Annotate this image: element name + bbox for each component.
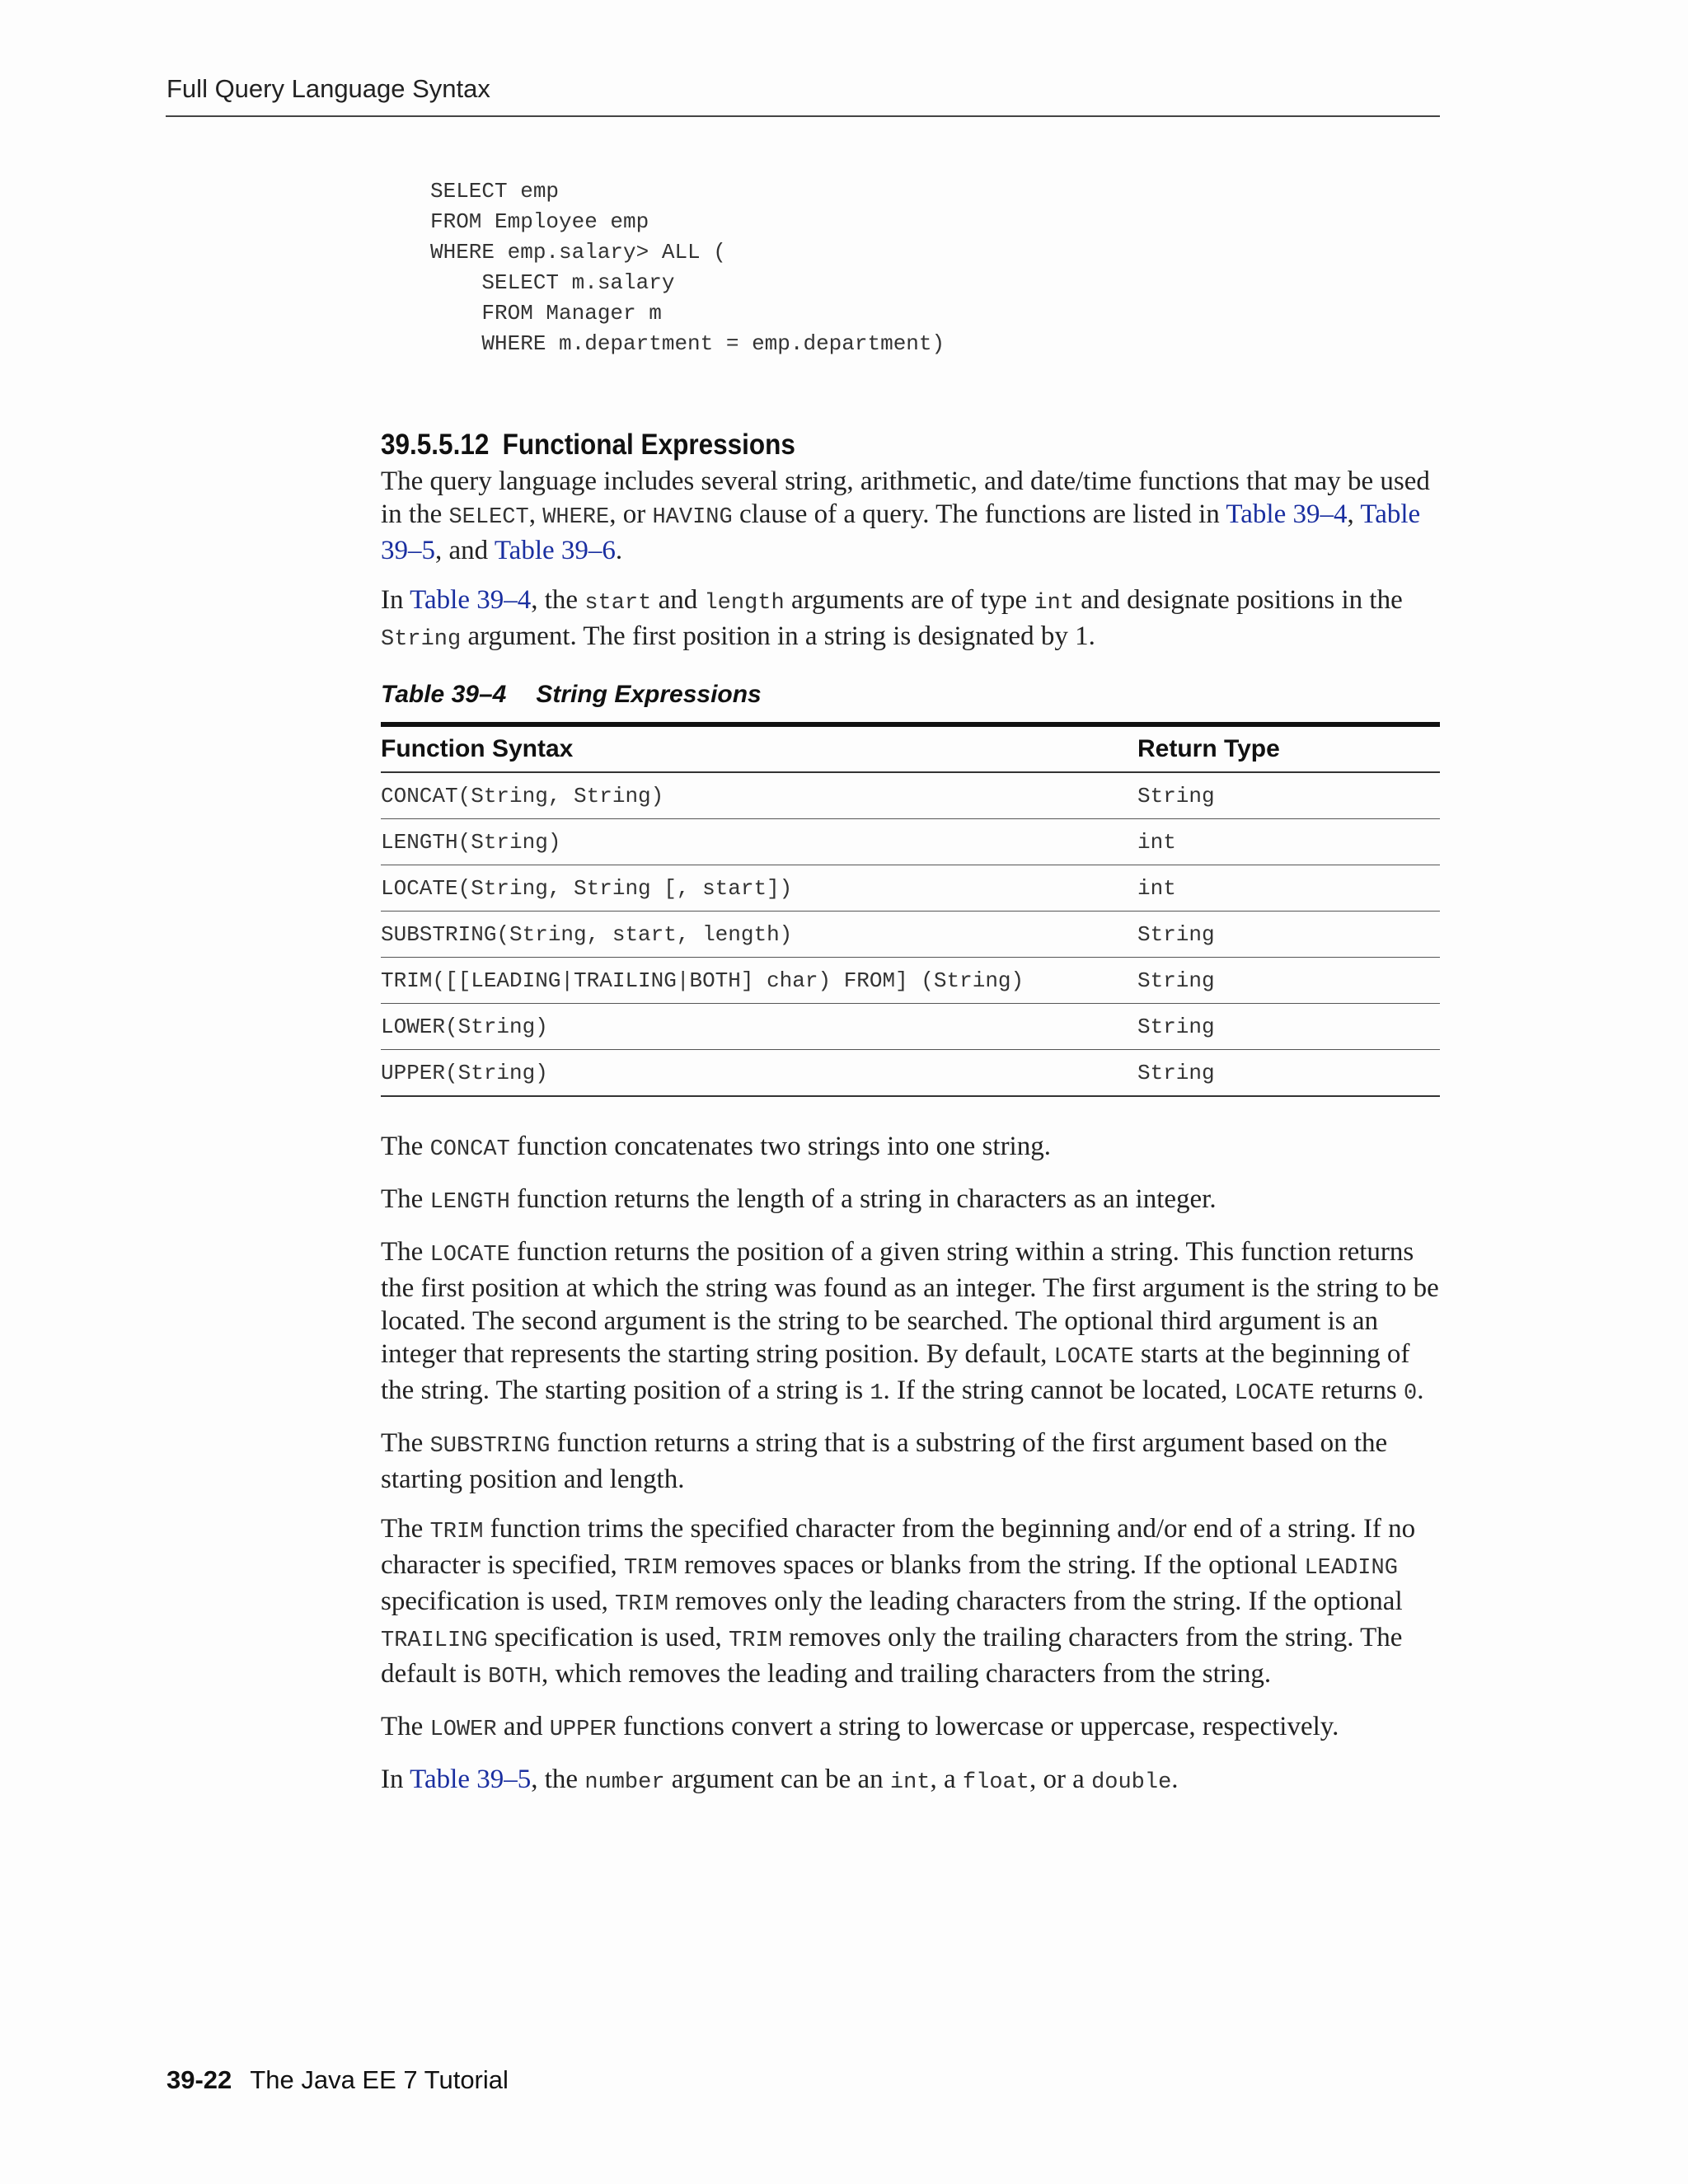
table-caption-label: Table 39–4 — [381, 681, 507, 708]
return-type-cell: String — [1137, 772, 1440, 819]
paragraph-length: The LENGTH function returns the length of a string in characters as an integer. — [381, 1184, 1217, 1215]
table-row — [381, 958, 1440, 1004]
return-type-cell: int — [1137, 865, 1440, 912]
paragraph-intro: The query language includes several string, arithmetic, and date/time functions that may be used in the SELECT, WHERE, or HAVING clause of a query. The functions are listed in Table 39–4, Table 39–5, and Table 39–6. — [381, 466, 1430, 565]
link-table-39-5[interactable]: Table 39–5 — [410, 1765, 532, 1794]
function-syntax-cell: UPPER(String) — [381, 1060, 548, 1085]
column-header-function-syntax: Function Syntax — [381, 724, 1137, 772]
paragraph-locate: The LOCATE function returns the position of a given string within a string. This function returns the first position at which the string was found as an integer. The first argument is the string to be located. The second argument is the string to be searched. The optional third argument is an integer that represents the starting string position. By default, LOCATE starts at the beginning of the string. The starting position of a string is 1. If the string cannot be located, LOCATE returns 0. — [381, 1237, 1439, 1406]
function-syntax-cell: LOWER(String) — [381, 1004, 1137, 1050]
function-syntax-cell: SUBSTRING(String, start, length) — [381, 912, 1137, 958]
return-type-cell: String — [1137, 1060, 1215, 1085]
section-number: 39.5.5.12 — [381, 429, 490, 461]
function-syntax-cell: LENGTH(String) — [381, 819, 1137, 865]
table-row — [381, 1050, 1440, 1097]
return-type-cell: String — [1137, 912, 1440, 958]
page-footer — [166, 2065, 509, 2095]
column-header-return-type: Return Type — [1137, 724, 1440, 772]
function-syntax-cell: TRIM([[LEADING|TRAILING|BOTH] char) FROM] (String) — [381, 958, 1137, 1004]
paragraph-substring: The SUBSTRING function returns a string that is a substring of the first argument based on the starting position and length. — [381, 1428, 1388, 1494]
running-header: Full Query Language Syntax — [166, 74, 490, 103]
link-table-39-4[interactable]: Table 39–4 — [410, 585, 532, 615]
table-row — [381, 772, 1440, 819]
code-having: HAVING — [652, 505, 733, 530]
link-table-39-6[interactable]: Table 39–6 — [494, 536, 616, 565]
paragraph-number-argument: In Table 39–5, the number argument can be an int, a float, or a double. — [381, 1765, 1179, 1795]
function-syntax-cell: CONCAT(String, String) — [381, 772, 1137, 819]
table-caption — [381, 681, 1440, 709]
table-row — [381, 1004, 1440, 1050]
link-table-39-5[interactable]: Table 39–5 — [381, 499, 1421, 565]
return-type-cell: String — [1137, 1004, 1440, 1050]
link-table-39-4[interactable]: Table 39–4 — [1226, 499, 1348, 529]
paragraph-trim: The TRIM function trims the specified character from the beginning and/or end of a string. If no character is specified, TRIM removes spaces or blanks from the string. If the optional LEADING specification is used, TRIM removes only the leading characters from the string. If the optional TRAILING specification is used, TRIM removes only the trailing characters from the string. The default is BOTH, which removes the leading and trailing characters from the string. — [381, 1514, 1416, 1690]
header-rule — [166, 115, 1440, 117]
paragraph-concat: The CONCAT function concatenates two strings into one string. — [381, 1132, 1051, 1162]
book-title: The Java EE 7 Tutorial — [250, 2065, 509, 2094]
return-type-cell: String — [1137, 958, 1440, 1004]
page-number: 39-22 — [166, 2065, 232, 2094]
paragraph-lower-upper: The LOWER and UPPER functions convert a string to lowercase or uppercase, respectively. — [381, 1712, 1339, 1742]
table-row — [381, 865, 1440, 912]
table-header-row — [381, 724, 1440, 772]
return-type-cell: int — [1137, 819, 1440, 865]
paragraph-arguments: In Table 39–4, the start and length arguments are of type int and designate positions in the String argument. The first position in a string is designated by 1. — [381, 585, 1403, 652]
section-heading — [381, 429, 1334, 462]
code-where: WHERE — [542, 505, 610, 530]
section-title: Functional Expressions — [502, 429, 795, 461]
table-caption-title: String Expressions — [536, 681, 762, 708]
string-expressions-table — [381, 722, 1440, 1097]
code-select: SELECT — [448, 505, 529, 530]
table-row — [381, 819, 1440, 865]
code-example: SELECT emp FROM Employee emp WHERE emp.salary> ALL ( SELECT m.salary FROM Manager m WHERE m.department = emp.department) — [430, 179, 945, 356]
function-syntax-cell: LOCATE(String, String [, start]) — [381, 865, 1137, 912]
table-row — [381, 912, 1440, 958]
main-content — [381, 429, 1440, 1816]
